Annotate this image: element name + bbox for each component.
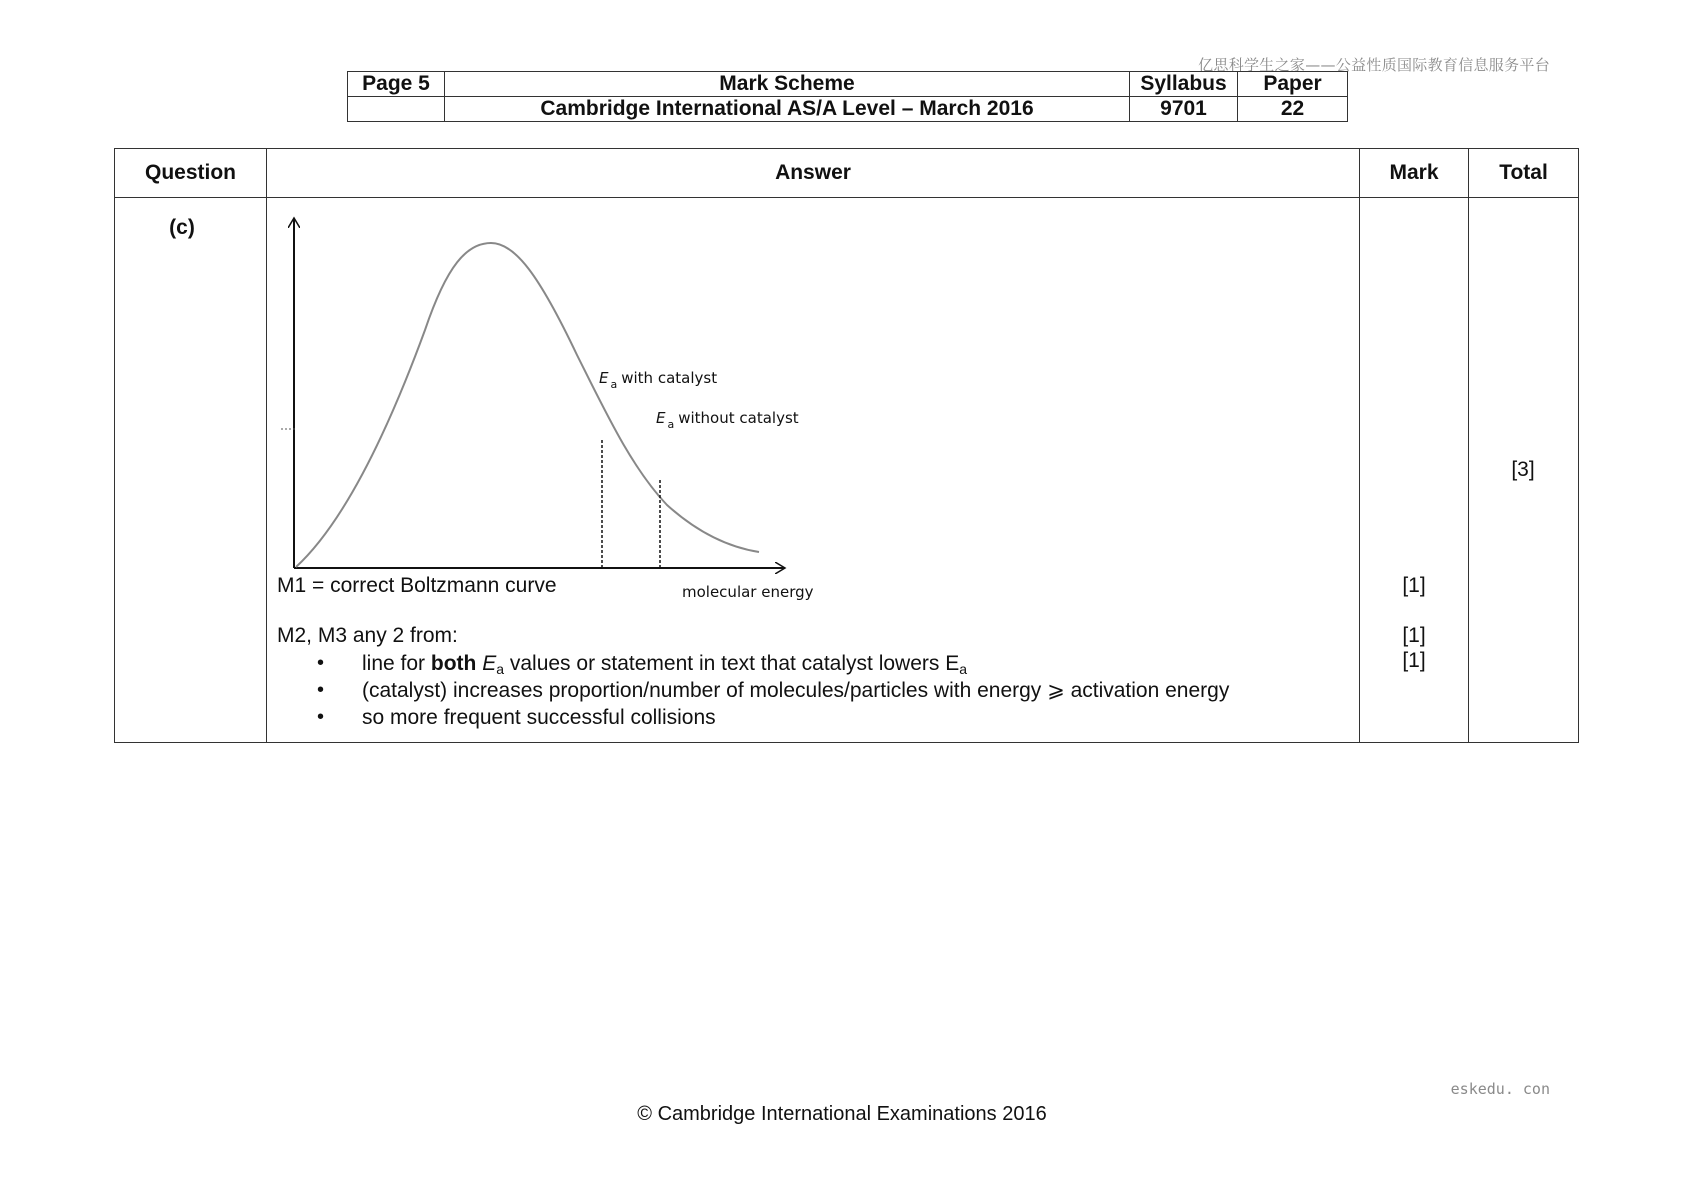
bullet-icon: • xyxy=(317,652,325,674)
list-item: • (catalyst) increases proportion/number of molecules/particles with energy ⩾ activation energy xyxy=(317,679,1230,702)
boltzmann-curve xyxy=(296,243,759,567)
bullet-icon: • xyxy=(317,679,325,701)
page-number: Page 5 xyxy=(348,72,445,97)
column-header-total: Total xyxy=(1469,149,1579,198)
paper-number: 22 xyxy=(1238,97,1348,122)
m1-text: M1 = correct Boltzmann curve xyxy=(277,574,557,597)
x-axis-label: molecular energy xyxy=(682,583,814,601)
ea-without-catalyst-label: E $_a$ without catalyst xyxy=(656,409,799,431)
bullet-icon: • xyxy=(317,706,325,728)
list-item: • line for both $E_a$ values or statement in text that catalyst lowers $E_a$ xyxy=(317,652,968,677)
question-label: (c) xyxy=(169,216,195,239)
header-subtitle: Cambridge International AS/A Level – March 2016 xyxy=(445,97,1130,122)
ea-with-catalyst-label: E $_a$ with catalyst xyxy=(599,369,718,391)
mark-m2: [1] xyxy=(1402,624,1426,647)
header-title: Mark Scheme xyxy=(445,72,1130,97)
syllabus-code: 9701 xyxy=(1130,97,1238,122)
copyright-footer: © Cambridge International Examinations 2016 xyxy=(637,1103,1047,1125)
column-header-mark: Mark xyxy=(1360,149,1469,198)
column-header-answer: Answer xyxy=(267,149,1360,198)
site-mark: eskedu. con xyxy=(1450,1080,1550,1098)
page-header-table xyxy=(347,71,1348,122)
total-mark: [3] xyxy=(1511,458,1535,481)
total-cell xyxy=(1469,198,1579,743)
criteria-list xyxy=(277,650,1229,731)
mark-scheme-table xyxy=(114,148,1579,743)
answer-cell xyxy=(267,198,1360,743)
syllabus-label: Syllabus xyxy=(1130,72,1238,97)
column-header-question: Question xyxy=(115,149,267,198)
mark-cell xyxy=(1360,198,1469,743)
paper-label: Paper xyxy=(1238,72,1348,97)
mark-m1: [1] xyxy=(1402,574,1426,597)
watermark-text: 亿思科学生之家——公益性质国际教育信息服务平台 xyxy=(1198,56,1550,74)
mark-m3: [1] xyxy=(1402,649,1426,672)
m23-text: M2, M3 any 2 from: xyxy=(277,624,458,647)
header-blank xyxy=(348,97,445,122)
question-cell xyxy=(115,198,267,743)
list-item: • so more frequent successful collisions xyxy=(317,706,716,729)
